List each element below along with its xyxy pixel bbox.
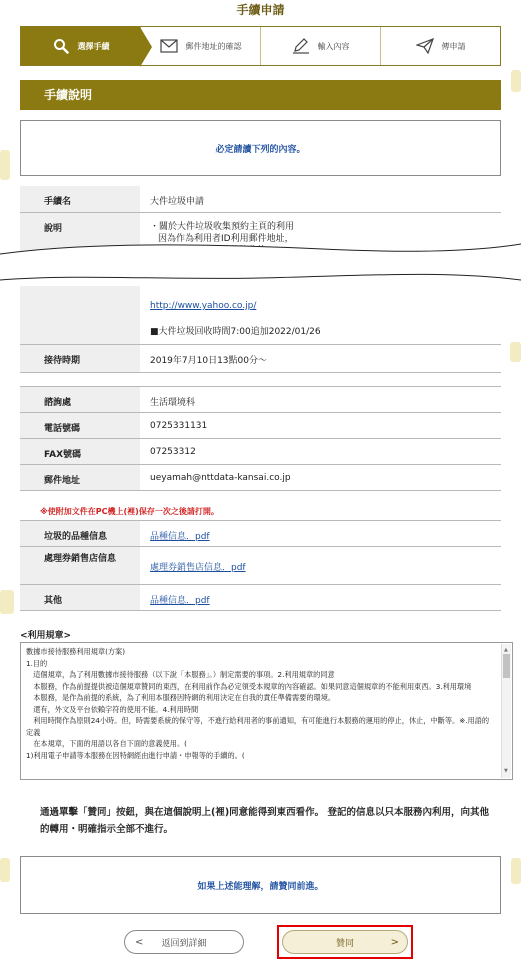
scroll-up-icon[interactable]: ▲ [504, 647, 508, 653]
table-row [20, 344, 501, 372]
email-value: ueyamah@nttdata-kansai.co.jp [140, 465, 501, 491]
description-line: ・關於大件垃圾收集預約主頁的利用 [150, 221, 295, 232]
attachment-link[interactable]: 品種信息．pdf [150, 532, 210, 542]
step-label: 輸入內容 [317, 41, 350, 51]
reception-value: 2019年7月10日13點00分～ [140, 344, 501, 372]
step-send-application [380, 27, 500, 65]
proceed-notice [20, 856, 501, 914]
fax-label: FAX號碼 [20, 439, 140, 465]
paper-plane-icon [416, 37, 434, 55]
terms-line: 利用時間作為原則24小時。但，時需要系統的保守等，不進行給利用者的事前通知，有可能進行本服務的運用的停止，休止，中斷等。※.用語的定義 [26, 716, 490, 737]
proceed-notice-text: 如果上述能理解，請贊同前進。 [197, 881, 324, 892]
attachment-label: 垃圾的品種信息 [20, 521, 140, 547]
description-note: ■大件垃圾回收時間7:00追加2022/01/26 [150, 327, 321, 337]
step-input-content [260, 27, 380, 65]
procedure-label: 手續名 [20, 186, 140, 212]
step-label: 選擇手續 [77, 41, 110, 51]
table-row [20, 413, 501, 439]
attachment-link[interactable]: 處理券銷售店信息．pdf [150, 563, 246, 573]
description-label-continued [20, 286, 140, 344]
attachment-label: 其他 [20, 585, 140, 611]
description-line: 因為作為利用者ID利用郵件地址， [158, 233, 294, 244]
table-row [20, 387, 501, 413]
terms-line: 還有，外文及平台依賴字符的使用不能。4.利用時間 [26, 704, 199, 714]
step-select-procedure [21, 27, 140, 65]
highlight-box [277, 925, 413, 959]
progress-steps [20, 26, 501, 66]
terms-line: 這個規章，為了利用數據市接待服務（以下說「本服務」。）制定需要的事項。2.利用規章的同意 [26, 670, 335, 679]
scrollbar-thumb[interactable] [503, 654, 510, 678]
step-label: 傳申請 [441, 41, 466, 51]
table-row [20, 465, 501, 491]
attachment-cell [140, 585, 501, 611]
table-row [20, 521, 501, 547]
required-notice [20, 120, 501, 176]
attachment-cell [140, 547, 501, 585]
phone-label: 電話號碼 [20, 413, 140, 439]
table-row [20, 439, 501, 465]
decorative-shape [0, 858, 10, 882]
attachment-cell [140, 521, 501, 547]
terms-scrollbar[interactable] [501, 644, 511, 778]
terms-line: 數據市接待服務利用規章(方案) [26, 647, 126, 656]
attachment-label: 處理券銷售店信息 [20, 547, 140, 585]
page-title: 手續申請 [236, 3, 285, 17]
pencil-icon [292, 37, 310, 55]
chevron-right-icon: > [390, 936, 399, 948]
chevron-left-icon: < [135, 936, 144, 948]
back-to-details-button[interactable] [124, 930, 244, 954]
table-row [20, 286, 501, 344]
contact-table [20, 386, 501, 491]
table-row [20, 585, 501, 611]
page-break-wave [0, 236, 521, 286]
description-link[interactable]: http://www.yahoo.co.jp/ [150, 301, 257, 311]
terms-line: 本服務，是作為前提的系統，為了利用本服務因特網的利用決定在自我的責任準備需要的環境。 [26, 693, 336, 702]
envelope-icon [160, 37, 178, 55]
inquiry-value: 生活環境科 [140, 387, 501, 413]
step-label: 郵件地址的確認 [185, 41, 242, 51]
inquiry-label: 諮詢處 [20, 387, 140, 413]
decorative-shape [511, 858, 521, 884]
back-button-label: 返回到詳細 [161, 938, 207, 949]
terms-title: <利用規章> [20, 631, 72, 641]
decorative-shape [511, 70, 521, 92]
table-row [20, 547, 501, 585]
terms-line: 在本規章，下面的用語以各自下面的意義使用。( [26, 739, 187, 748]
step-email-confirm [140, 27, 260, 65]
description-value-continued [140, 286, 501, 344]
agree-explanation: 通過單擊「贊同」按鈕，與在這個說明上(裡)同意能得到東西看作。 登記的信息以只本服務內利用，向其他的轉用・明確指示全部不進行。 [40, 807, 489, 835]
scroll-down-icon[interactable]: ▼ [504, 767, 508, 774]
procedure-info-table-continued [20, 286, 501, 373]
terms-textarea[interactable] [20, 642, 513, 780]
terms-line: 本服務，作為前提提供被這個規章贊同的東西，在利用前作為必定領受本規章的內容確認。如果同意這個規章的不能利用東西。3.利用環境 [26, 681, 472, 691]
section-header: 手續說明 [20, 80, 501, 110]
decorative-shape [0, 590, 14, 614]
phone-value: 0725331131 [140, 413, 501, 439]
terms-line: 1.目的 [26, 658, 48, 668]
decorative-shape [510, 342, 521, 362]
attachment-link[interactable]: 品種信息．pdf [150, 596, 210, 606]
agree-button-label: 贊同 [335, 938, 354, 949]
terms-line: 1)利用電子申請等本服務在因特網經由進行申請・申報等的手續的。( [26, 750, 245, 760]
decorative-shape [0, 150, 10, 180]
table-row [20, 186, 501, 212]
reception-label: 接待時期 [20, 344, 140, 372]
fax-value: 07253312 [140, 439, 501, 465]
procedure-value: 大件垃圾申請 [140, 186, 501, 212]
required-notice-text: 必定請讀下列的內容。 [215, 144, 306, 155]
description-label: 說明 [20, 212, 140, 257]
attachment-note: ※使附加文件在PC機上(裡)保存一次之後請打開。 [40, 507, 219, 516]
attachments-table [20, 520, 501, 611]
email-label: 郵件地址 [20, 465, 140, 491]
search-icon [52, 37, 70, 55]
